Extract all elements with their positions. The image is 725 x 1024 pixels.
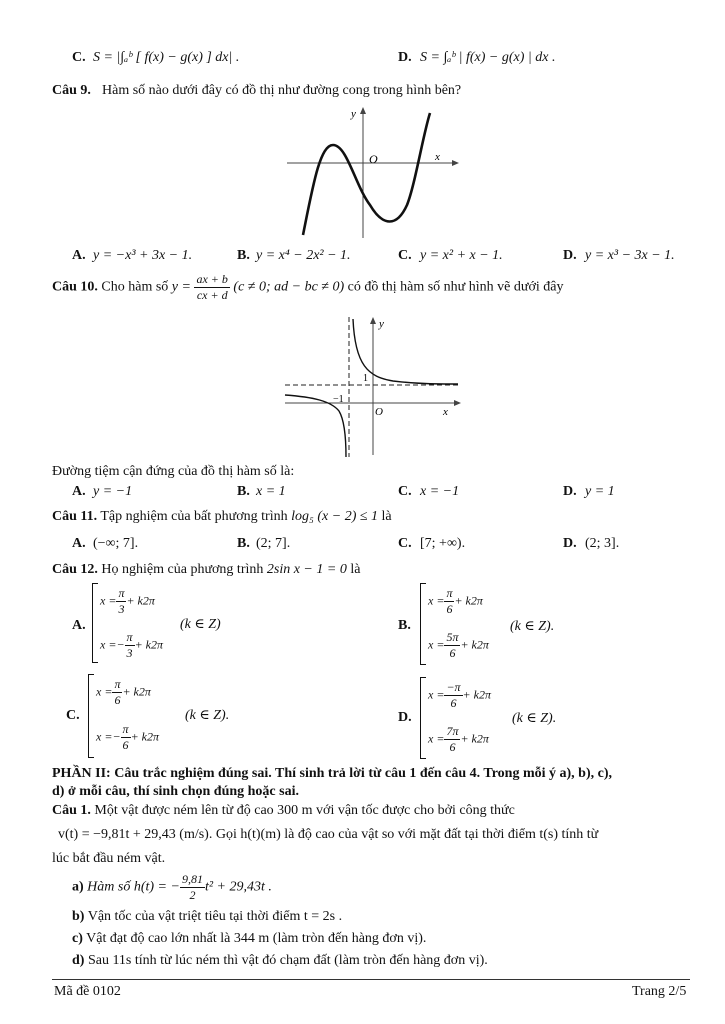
q10-opt-c: x = −1 xyxy=(420,484,460,499)
q10-cond: (c ≠ 0; ad − bc ≠ 0) xyxy=(233,279,345,295)
q10-opt-d-label: D. xyxy=(563,484,577,499)
q9-opt-c-label: C. xyxy=(398,248,412,263)
q10-graph xyxy=(283,315,463,458)
q10-opt-b: x = 1 xyxy=(256,484,286,499)
q12-opt-b-bracket xyxy=(420,583,426,665)
q10-tick-1: 1 xyxy=(363,373,368,384)
part2-c-text: Vật đạt độ cao lớn nhất là 344 m (làm tròn đến hàng đơn vị). xyxy=(86,931,427,946)
q10-curve-right xyxy=(353,319,458,384)
footer-divider xyxy=(52,979,690,980)
part2-b-text: Vận tốc của vật triệt tiêu tại thời điểm t = 2s . xyxy=(87,909,343,924)
q12-opt-a-row1: x = $\frac{\pi}{3}$ + k2π xyxy=(100,586,155,616)
q12-opt-a-row2: x =− $\frac{\pi}{3}$ + k2π xyxy=(100,630,163,660)
q9-opt-c: y = x² + x − 1. xyxy=(420,248,503,263)
part2-q1-text1: Một vật được ném lên từ độ cao 300 m với vận tốc được cho bởi công thức xyxy=(94,803,515,818)
q10-tick-m1: −1 xyxy=(333,394,344,405)
q12-opt-c-k: (k ∈ Z). xyxy=(185,708,230,723)
q10-fraction xyxy=(194,272,229,303)
q12-opt-b-label: B. xyxy=(398,618,411,633)
q9-curve xyxy=(303,113,430,235)
q12-opt-b-k: (k ∈ Z). xyxy=(510,619,555,634)
q10-label: Câu 10. xyxy=(52,279,98,295)
q9-opt-a: y = −x³ + 3x − 1. xyxy=(93,248,193,263)
part2-q1-c xyxy=(72,931,426,947)
q12-opt-c-row1: x = $\frac{\pi}{6}$ + k2π xyxy=(96,677,151,707)
q10-opt-a: y = −1 xyxy=(93,484,133,499)
q9-opt-b-label: B. xyxy=(237,248,250,263)
q10-line xyxy=(52,272,563,303)
part2-a-label: a) xyxy=(72,879,84,895)
q9-axis-x-label: x xyxy=(435,151,440,163)
q9-opt-b: y = x⁴ − 2x² − 1. xyxy=(256,248,351,263)
q10-y-eq: y = xyxy=(171,279,191,295)
q12-opt-d-row1: x = $\frac{-\pi}{6}$ + k2π xyxy=(428,680,491,710)
part2-q1-line2: v(t) = −9,81t + 29,43 (m/s). Gọi h(t)(m) là độ cao của vật so với mặt đất tại thời điểm t(s) tính từ xyxy=(58,827,599,842)
q12-opt-a-bracket xyxy=(92,583,98,663)
q12-opt-a-k: (k ∈ Z) xyxy=(180,617,221,632)
part2-q1-a xyxy=(72,872,272,903)
q12-opt-c-bracket xyxy=(88,674,94,758)
option-c-formula: S = |∫ₐᵇ [ f(x) − g(x) ] dx| . xyxy=(93,50,240,65)
part2-q1-d xyxy=(72,953,488,969)
q9-opt-a-label: A. xyxy=(72,248,86,263)
q11-opt-b: (2; 7]. xyxy=(256,536,291,551)
option-d-label: D. xyxy=(398,50,412,65)
q11-opt-c: [7; +∞). xyxy=(420,536,466,551)
part2-b-label: b) xyxy=(72,909,85,924)
q12-text-post: là xyxy=(350,562,361,577)
q12-opt-d-row2: x = $\frac{7\pi}{6}$ + k2π xyxy=(428,724,489,754)
q10-text-post: có đồ thị hàm số như hình vẽ dưới đây xyxy=(347,279,564,295)
q10-opt-d: y = 1 xyxy=(585,484,615,499)
q10-text-pre: Cho hàm số xyxy=(101,279,169,295)
q9-graph xyxy=(285,105,460,240)
q10-opt-c-label: C. xyxy=(398,484,412,499)
q12-opt-d-label: D. xyxy=(398,710,412,725)
q11-opt-a-label: A. xyxy=(72,536,86,551)
part2-a-pre: Hàm số h(t) = − xyxy=(87,879,180,895)
q10-origin-label: O xyxy=(375,406,383,418)
q11-text-pre: Tập nghiệm của bất phương trình xyxy=(100,509,288,524)
q10-question: Đường tiệm cận đứng của đồ thị hàm số là: xyxy=(52,464,295,479)
part2-d-text: Sau 11s tính từ lúc ném thì vật đó chạm đất (làm tròn đến hàng đơn vị). xyxy=(87,953,488,968)
q11-opt-c-label: C. xyxy=(398,536,412,551)
q12-opt-b-row2: x = $\frac{5\pi}{6}$ + k2π xyxy=(428,630,489,660)
q12-opt-d-bracket xyxy=(420,677,426,759)
q10-y-arrow xyxy=(370,317,376,324)
part2-q1-label: Câu 1. xyxy=(52,803,91,818)
q9-opt-d-label: D. xyxy=(563,248,577,263)
q9-axis-y-label: y xyxy=(351,108,356,120)
part2-heading-line1: PHẦN II: Câu trắc nghiệm đúng sai. Thí sinh trả lời từ câu 1 đến câu 4. Trong mỗi ý a), b), c), xyxy=(52,766,612,781)
q12-label: Câu 12. xyxy=(52,562,98,577)
q11-label: Câu 11. xyxy=(52,509,98,524)
option-d-formula: S = ∫ₐᵇ | f(x) − g(x) | dx . xyxy=(420,50,556,65)
q11-ineq: log₅ (x − 2) ≤ 1 xyxy=(291,509,379,524)
part2-q1-b xyxy=(72,909,342,925)
q12-text-pre: Họ nghiệm của phương trình xyxy=(101,562,264,577)
q11-text-post: là xyxy=(381,509,392,524)
part2-q1-line1 xyxy=(52,803,515,819)
q12-opt-c-label: C. xyxy=(66,708,80,723)
q11-opt-b-label: B. xyxy=(237,536,250,551)
q12-line xyxy=(52,562,360,578)
q11-line xyxy=(52,509,392,525)
q10-x-arrow xyxy=(454,400,461,406)
q10-axis-x-label: x xyxy=(443,406,448,418)
q12-eq: 2sin x − 1 = 0 xyxy=(266,562,347,577)
footer-exam-code: Mã đề 0102 xyxy=(54,984,121,999)
part2-d-label: d) xyxy=(72,953,85,968)
part2-q1-line3: lúc bắt đầu ném vật. xyxy=(52,851,166,866)
q12-opt-b-row1: x = $\frac{\pi}{6}$ + k2π xyxy=(428,586,483,616)
q12-opt-d-k: (k ∈ Z). xyxy=(512,711,557,726)
part2-a-post: t² + 29,43t . xyxy=(204,879,272,895)
q10-axis-y-label: y xyxy=(379,318,384,330)
q11-opt-a: (−∞; 7]. xyxy=(93,536,139,551)
q10-opt-a-label: A. xyxy=(72,484,86,499)
q12-opt-c-row2: x =− $\frac{\pi}{6}$ + k2π xyxy=(96,722,159,752)
q12-opt-a-label: A. xyxy=(72,618,86,633)
q9-label: Câu 9. xyxy=(52,83,91,98)
q11-opt-d: (2; 3]. xyxy=(585,536,620,551)
part2-a-frac: $\frac{9,81}{2}$ xyxy=(181,872,203,902)
q9-x-arrow xyxy=(452,160,459,166)
part2-c-label: c) xyxy=(72,931,83,946)
q10-den: cx + d xyxy=(196,288,228,302)
q11-opt-d-label: D. xyxy=(563,536,577,551)
part2-heading-line2: d) ở mỗi câu, thí sinh chọn đúng hoặc sai. xyxy=(52,784,299,799)
q9-y-arrow xyxy=(360,107,366,114)
footer-page-number: Trang 2/5 xyxy=(632,984,687,999)
option-c-label: C. xyxy=(72,50,86,65)
q9-opt-d: y = x³ − 3x − 1. xyxy=(585,248,675,263)
q10-num: ax + b xyxy=(196,272,228,286)
q10-opt-b-label: B. xyxy=(237,484,250,499)
q9-origin-label: O xyxy=(369,152,378,166)
q9-text: Hàm số nào dưới đây có đồ thị như đường cong trong hình bên? xyxy=(102,83,462,98)
